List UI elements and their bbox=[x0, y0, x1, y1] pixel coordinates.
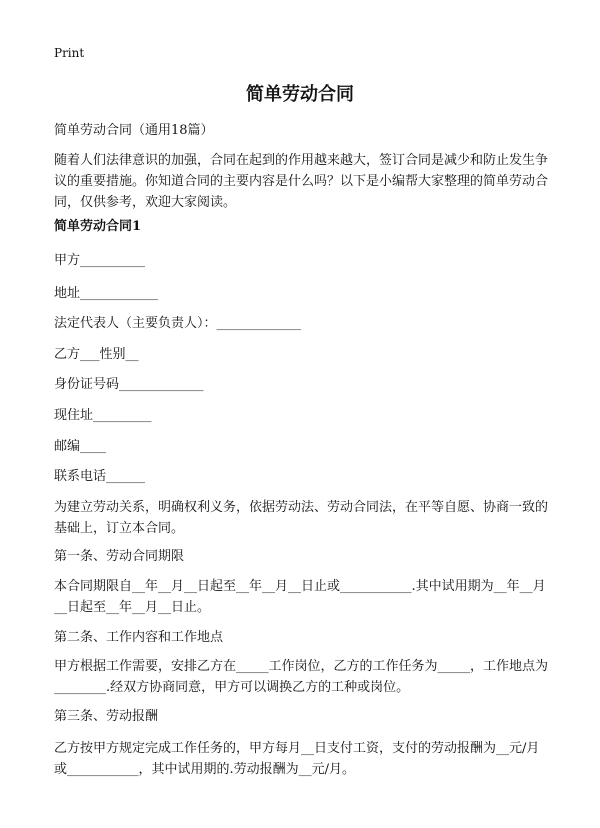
article3-title: 第三条、劳动报酬 bbox=[54, 709, 159, 724]
article1-title: 第一条、劳动合同期限 bbox=[54, 549, 185, 564]
preamble-paragraph: 为建立劳动关系，明确权利义务，依据劳动法、劳动合同法，在平等自愿、协商一致的基础上，订立本合同。 bbox=[54, 500, 549, 536]
field-phone: 联系电话______ bbox=[54, 469, 146, 484]
field-id-number: 身份证号码_____________ bbox=[54, 377, 204, 392]
field-party-b: 乙方___性别__ bbox=[54, 347, 139, 362]
field-residence: 现住址_________ bbox=[54, 408, 152, 423]
article3-body: 乙方按甲方规定完成工作任务的，甲方每月__日支付工资，支付的劳动报酬为__元/月或___________，其中试用期的.劳动报酬为__元/月。 bbox=[54, 741, 540, 777]
print-label[interactable]: Print bbox=[54, 46, 85, 60]
field-legal-rep: 法定代表人（主要负责人）：_____________ bbox=[54, 316, 302, 331]
document-title: 简单劳动合同 bbox=[246, 84, 354, 105]
document-subtitle: 简单劳动合同（通用18篇） bbox=[54, 123, 214, 138]
article2-title: 第二条、工作内容和工作地点 bbox=[54, 630, 224, 645]
intro-paragraph: 随着人们法律意识的加强，合同在起到的作用越来越大，签订合同是减少和防止发生争议的重要措施。你知道合同的主要内容是什么吗？以下是小编帮大家整理的简单劳动合同，仅供参考，欢迎大家阅读。 bbox=[54, 153, 549, 210]
field-address: 地址____________ bbox=[54, 286, 159, 301]
article1-body: 本合同期限自__年__月__日起至__年__月__日止或___________.其中试用期为__年__月__日起至__年__月__日止。 bbox=[54, 579, 546, 615]
field-party-a: 甲方__________ bbox=[54, 253, 146, 268]
article2-body: 甲方根据工作需要，安排乙方在_____工作岗位，乙方的工作任务为_____，工作地点为________.经双方协商同意，甲方可以调换乙方的工种或岗位。 bbox=[54, 659, 549, 695]
section-heading: 简单劳动合同1 bbox=[54, 219, 142, 234]
field-postcode: 邮编____ bbox=[54, 439, 107, 454]
